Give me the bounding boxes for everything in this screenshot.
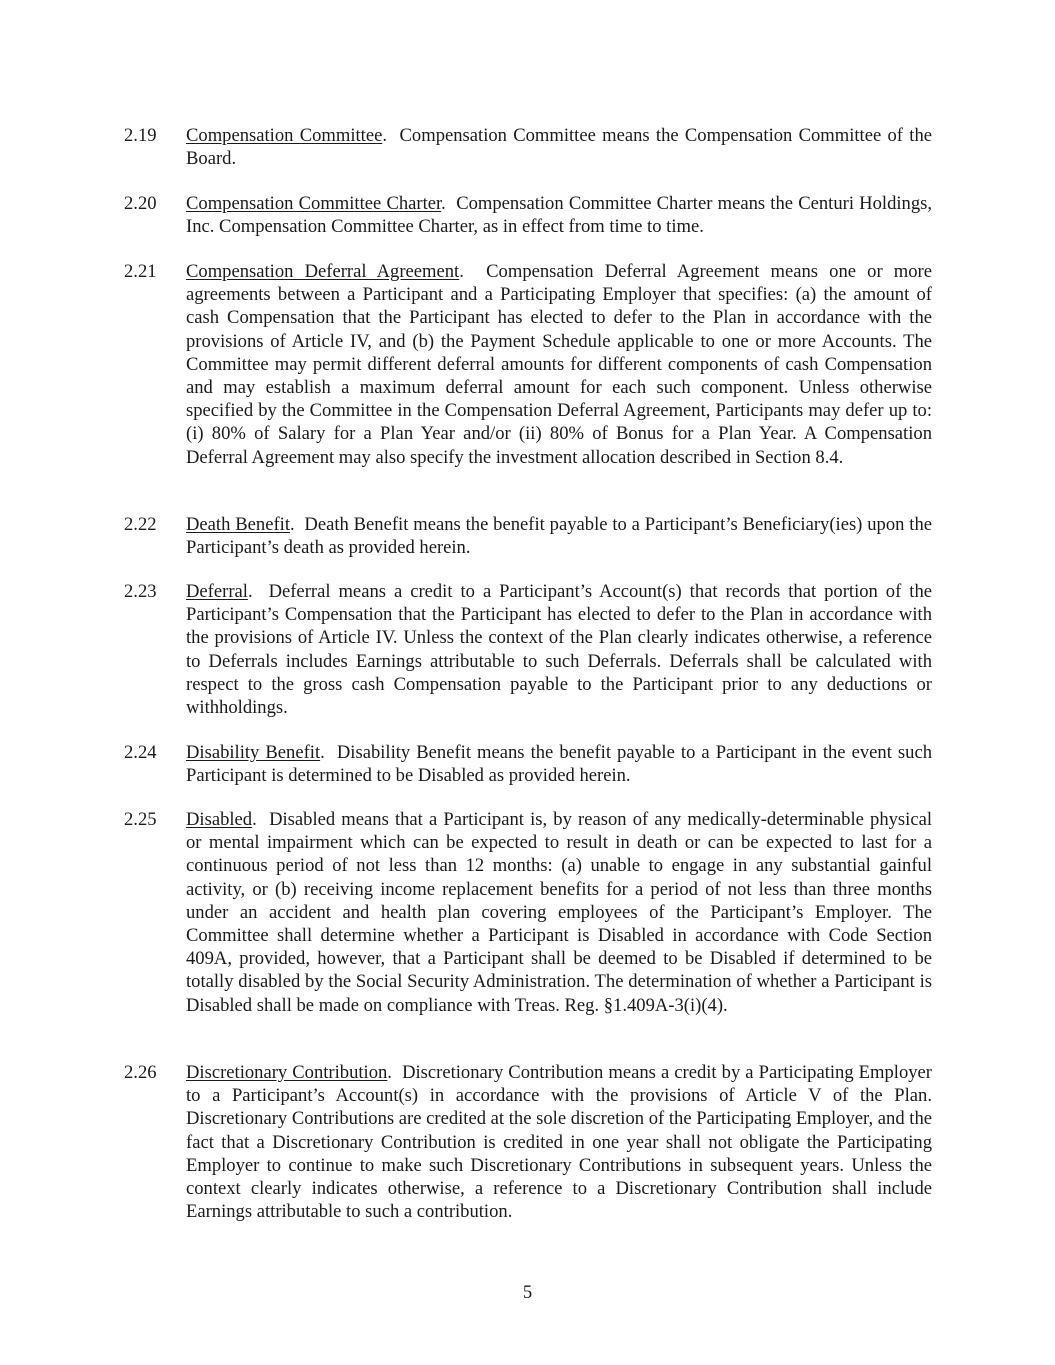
definition-text: Compensation Committee means the Compensation Committee of the Board. xyxy=(186,125,932,170)
section-number: 2.24 xyxy=(124,742,157,763)
section-number: 2.22 xyxy=(124,514,157,535)
section-2-20 xyxy=(124,192,932,238)
defined-term: Compensation Committee Charter xyxy=(186,193,442,214)
section-number: 2.19 xyxy=(124,125,157,146)
section-2-25 xyxy=(124,808,932,1017)
section-body: Disability Benefit. Disability Benefit means the benefit payable to a Participant in the event such Participant is determined to be Disabled as provided herein. xyxy=(186,742,932,787)
section-2-26 xyxy=(124,1061,932,1223)
defined-term: Compensation Deferral Agreement xyxy=(186,261,460,282)
definition-text: Deferral means a credit to a Participant’s Account(s) that records that portion of the Participant’s Compensation that the Participant has elected to defer to the Plan in accordance with the provisions of Article IV. Unless the context of the Plan clearly indicates otherwise, a reference to Deferrals includes Earnings attributable to such Deferrals. Deferrals shall be calculated with respect to the gross cash Compensation payable to the Participant prior to any deductions or withholdings. xyxy=(186,581,932,719)
section-number: 2.21 xyxy=(124,261,157,282)
section-number: 2.26 xyxy=(124,1062,157,1083)
section-2-24 xyxy=(124,741,932,787)
definition-text: Compensation Deferral Agreement means one or more agreements between a Participant and a Participating Employer that specifies: (a) the amount of cash Compensation that the Participant has elected to defer to the Plan in accordance with the provisions of Article IV, and (b) the Payment Schedule applicable to one or more Accounts. The Committee may permit different deferral amounts for different components of cash Compensation and may establish a maximum deferral amount for each such component. Unless otherwise specified by the Committee in the Compensation Deferral Agreement, Participants may defer up to: (i) 80% of Salary for a Plan Year and/or (ii) 80% of Bonus for a Plan Year. A Compensation Deferral Agreement may also specify the investment allocation described in Section 8.4. xyxy=(186,261,932,468)
section-2-19 xyxy=(124,124,932,170)
page-number: 5 xyxy=(522,1282,533,1303)
section-body: Compensation Committee Charter. Compensation Committee Charter means the Centuri Holdings, Inc. Compensation Committee Charter, as in effect from time to time. xyxy=(186,193,933,238)
section-2-22 xyxy=(124,513,932,559)
section-body: Compensation Deferral Agreement. Compensation Deferral Agreement means one or more agreements between a Participant and a Participating Employer that specifies: (a) the amount of cash Compensation that the Participant has elected to defer to the Plan in accordance with the provisions of Article IV, and (b) the Payment Schedule applicable to one or more Accounts. The Committee may permit different deferral amounts for different components of cash Compensation and may establish a maximum deferral amount for each such component. Unless otherwise specified by the Committee in the Compensation Deferral Agreement, Participants may defer up to: (i) 80% of Salary for a Plan Year and/or (ii) 80% of Bonus for a Plan Year. A Compensation Deferral Agreement may also specify the investment allocation described in Section 8.4. xyxy=(186,261,932,468)
section-2-23 xyxy=(124,580,932,719)
definition-text: Compensation Committee Charter means the Centuri Holdings, Inc. Compensation Committee Charter, as in effect from time to time. xyxy=(186,193,933,238)
section-body: Disabled. Disabled means that a Participant is, by reason of any medically-determinable physical or mental impairment which can be expected to result in death or can be expected to last for a continuous period of not less than 12 months: (a) unable to engage in any substantial gainful activity, or (b) receiving income replacement benefits for a period of not less than three months under an accident and health plan covering employees of the Participant’s Employer. The Committee shall determine whether a Participant is Disabled in accordance with Code Section 409A, provided, however, that a Participant shall be deemed to be Disabled if determined to be totally disabled by the Social Security Administration. The determination of whether a Participant is Disabled shall be made on compliance with Treas. Reg. §1.409A-3(i)(4). xyxy=(186,809,932,1016)
section-body: Deferral. Deferral means a credit to a Participant’s Account(s) that records that portion of the Participant’s Compensation that the Participant has elected to defer to the Plan in accordance with the provisions of Article IV. Unless the context of the Plan clearly indicates otherwise, a reference to Deferrals includes Earnings attributable to such Deferrals. Deferrals shall be calculated with respect to the gross cash Compensation payable to the Participant prior to any deductions or withholdings. xyxy=(186,581,932,719)
defined-term: Discretionary Contribution xyxy=(186,1062,388,1083)
defined-term: Disability Benefit xyxy=(186,742,321,763)
definition-text: Death Benefit means the benefit payable to a Participant’s Beneficiary(ies) upon the Participant’s death as provided herein. xyxy=(186,514,933,559)
section-number: 2.25 xyxy=(124,809,157,830)
section-2-21 xyxy=(124,260,932,469)
section-number: 2.20 xyxy=(124,193,157,214)
defined-term: Death Benefit xyxy=(186,514,290,535)
definition-text: Disability Benefit means the benefit payable to a Participant in the event such Participant is determined to be Disabled as provided herein. xyxy=(186,742,932,787)
section-body: Death Benefit. Death Benefit means the benefit payable to a Participant’s Beneficiary(ies) upon the Participant’s death as provided herein. xyxy=(186,514,933,559)
section-number: 2.23 xyxy=(124,581,157,602)
defined-term: Disabled xyxy=(186,809,253,830)
section-body: Discretionary Contribution. Discretionary Contribution means a credit by a Participating Employer to a Participant’s Account(s) in accordance with the provisions of Article V of the Plan. Discretionary Contributions are credited at the sole discretion of the Participating Employer, and the fact that a Discretionary Contribution is credited in one year shall not obligate the Participating Employer to continue to make such Discretionary Contributions in subsequent years. Unless the context clearly indicates otherwise, a reference to a Discretionary Contribution shall include Earnings attributable to such a contribution. xyxy=(186,1062,932,1223)
defined-term: Compensation Committee xyxy=(186,125,383,146)
definition-text: Disabled means that a Participant is, by reason of any medically-determinable physical or mental impairment which can be expected to result in death or can be expected to last for a continuous period of not less than 12 months: (a) unable to engage in any substantial gainful activity, or (b) receiving income replacement benefits for a period of not less than three months under an accident and health plan covering employees of the Participant’s Employer. The Committee shall determine whether a Participant is Disabled in accordance with Code Section 409A, provided, however, that a Participant shall be deemed to be Disabled if determined to be totally disabled by the Social Security Administration. The determination of whether a Participant is Disabled shall be made on compliance with Treas. Reg. §1.409A-3(i)(4). xyxy=(186,809,932,1016)
section-body: Compensation Committee. Compensation Committee means the Compensation Committee of the Board. xyxy=(186,125,932,170)
defined-term: Deferral xyxy=(186,581,248,602)
definition-text: Discretionary Contribution means a credit by a Participating Employer to a Participant’s Account(s) in accordance with the provisions of Article V of the Plan. Discretionary Contributions are credited at the sole discretion of the Participating Employer, and the fact that a Discretionary Contribution is credited in one year shall not obligate the Participating Employer to continue to make such Discretionary Contributions in subsequent years. Unless the context clearly indicates otherwise, a reference to a Discretionary Contribution shall include Earnings attributable to such a contribution. xyxy=(186,1062,932,1223)
